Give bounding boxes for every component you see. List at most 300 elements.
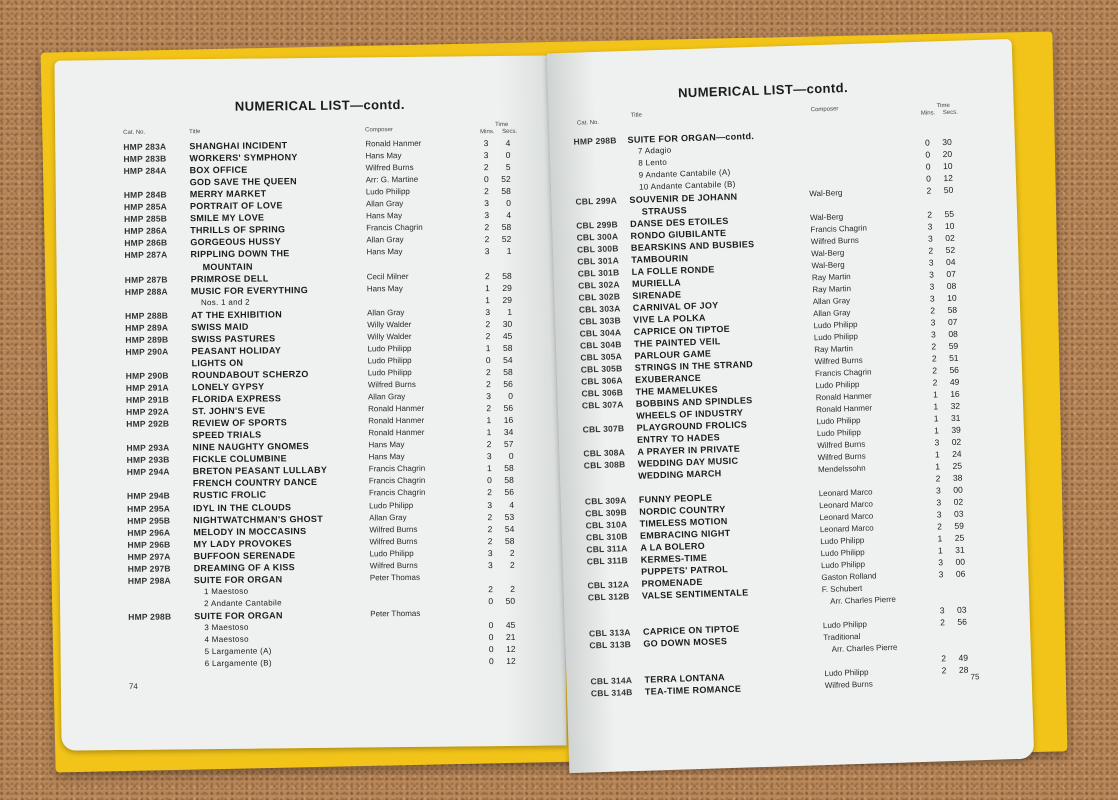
minutes: 2: [926, 185, 932, 196]
composer: Ludo Philipp: [816, 427, 862, 439]
title: RUSTIC FROLIC: [192, 489, 267, 501]
catalog-number: HMP 297B: [127, 563, 171, 574]
catalog-number: CBL 314A: [590, 675, 633, 687]
catalog-number: CBL 300A: [576, 231, 619, 243]
catalog-number: HMP 298A: [127, 575, 171, 586]
title: SOUVENIR DE JOHANN: [629, 191, 738, 205]
minutes: 0: [488, 632, 494, 643]
minutes: 1: [935, 461, 941, 472]
minutes: 2: [936, 521, 943, 532]
catalog-number: CBL 304B: [579, 339, 622, 351]
catalog-number: HMP 290B: [125, 370, 169, 381]
title: SUITE FOR ORGAN: [194, 610, 283, 622]
title: A LA BOLERO: [640, 540, 706, 553]
title: THE PAINTED VEIL: [633, 336, 721, 349]
title: CARNIVAL OF JOY: [632, 300, 719, 313]
seconds: 25: [952, 460, 963, 471]
minutes: 2: [488, 583, 494, 594]
seconds: 45: [505, 619, 516, 630]
composer: Hans May: [365, 151, 402, 161]
minutes: 3: [484, 210, 490, 221]
minutes: 2: [483, 162, 489, 173]
title: SWISS PASTURES: [191, 333, 276, 345]
left-page: [54, 55, 566, 750]
minutes: 2: [487, 523, 493, 534]
composer: Willy Walder: [367, 331, 412, 342]
composer: Mendelssohn: [817, 463, 866, 475]
title: 3 Maestoso: [204, 622, 249, 633]
minutes: 0: [487, 475, 492, 486]
minutes: 1: [937, 545, 943, 556]
seconds: 2: [510, 583, 516, 594]
catalog-number: HMP 295A: [127, 502, 171, 514]
catalog-number: HMP 291A: [125, 382, 169, 393]
minutes: 0: [926, 173, 932, 184]
seconds: 4: [506, 210, 512, 221]
title: TAMBOURIN: [631, 253, 689, 265]
right-page: [547, 39, 1034, 773]
minutes: 2: [485, 367, 491, 378]
composer: Ludo Philipp: [367, 367, 412, 378]
title: VALSE SENTIMENTALE: [641, 587, 749, 601]
seconds: 08: [946, 280, 957, 292]
col-header-mins: Mins.: [920, 110, 936, 117]
title: 5 Largamente (A): [204, 646, 272, 657]
page-number: 75: [970, 672, 980, 682]
catalog-number: HMP 298B: [128, 611, 172, 622]
seconds: 54: [503, 354, 513, 365]
seconds: 2: [509, 559, 515, 570]
title: SUITE FOR ORGAN—contd.: [627, 131, 755, 145]
composer: Francis Chagrin: [366, 223, 423, 233]
title: PEASANT HOLIDAY: [191, 345, 282, 357]
title: MY LADY PROVOKES: [193, 537, 293, 549]
minutes: 3: [483, 150, 489, 161]
catalog-number: CBL 300B: [576, 243, 619, 255]
minutes: 3: [486, 451, 492, 462]
seconds: 55: [944, 208, 955, 220]
title: FICKLE COLUMBINE: [192, 453, 287, 465]
title: DREAMING OF A KISS: [193, 561, 296, 573]
composer: Ray Martin: [814, 344, 854, 355]
composer: Wal-Berg: [811, 260, 845, 271]
seconds: 56: [504, 487, 514, 498]
seconds: 4: [509, 499, 515, 510]
seconds: 02: [951, 436, 962, 447]
title: SIRENADE: [632, 289, 682, 301]
seconds: 10: [942, 160, 953, 172]
seconds: 21: [505, 631, 516, 643]
page-heading: NUMERICAL LIST—contd.: [677, 80, 849, 101]
minutes: 3: [936, 509, 942, 520]
minutes: 3: [930, 317, 936, 328]
composer: Hans May: [365, 211, 403, 221]
title: PARLOUR GAME: [634, 348, 712, 361]
minutes: 2: [484, 234, 490, 245]
composer: Ludo Philipp: [813, 331, 859, 343]
seconds: 25: [954, 532, 965, 543]
minutes: 2: [486, 403, 492, 414]
minutes: 3: [934, 437, 940, 448]
catalog-number: HMP 287B: [124, 274, 168, 285]
catalog-number: HMP 290A: [125, 346, 169, 357]
composer: Ludo Philipp: [820, 559, 866, 571]
composer: Wilfred Burns: [369, 536, 418, 547]
minutes: 2: [485, 318, 491, 329]
seconds: 59: [948, 340, 959, 351]
catalog-number: CBL 312A: [587, 579, 630, 591]
title: RONDO GIUBILANTE: [630, 227, 727, 241]
catalog-number: CBL 303A: [578, 303, 621, 315]
catalog-number: CBL 313A: [588, 627, 631, 639]
composer: Francis Chagrin: [368, 464, 426, 474]
catalog-number: CBL 309B: [585, 507, 628, 519]
minutes: 0: [488, 620, 494, 631]
composer: Wilfred Burns: [365, 163, 414, 173]
seconds: 52: [501, 174, 511, 185]
catalog-number: HMP 289A: [125, 322, 169, 333]
minutes: 3: [929, 281, 935, 292]
catalog-number: HMP 285A: [123, 201, 168, 213]
catalog-number: CBL 302A: [577, 279, 620, 291]
title: GO DOWN MOSES: [643, 636, 728, 649]
seconds: 00: [955, 556, 966, 567]
composer: Ludo Philipp: [367, 355, 412, 366]
catalog-number: CBL 310A: [585, 519, 628, 531]
catalog-number: HMP 294B: [126, 490, 171, 502]
title: BUFFOON SERENADE: [193, 549, 296, 561]
title: STRINGS IN THE STRAND: [634, 359, 754, 373]
seconds: 0: [505, 149, 511, 160]
title: SMILE MY LOVE: [190, 212, 265, 224]
composer: Arr. Charles Pierre: [830, 594, 897, 606]
title: A PRAYER IN PRIVATE: [637, 443, 741, 457]
title: CAPRICE ON TIPTOE: [633, 323, 731, 337]
seconds: 02: [953, 496, 964, 507]
minutes: 3: [929, 269, 935, 280]
seconds: 56: [503, 378, 513, 389]
catalog-number: CBL 312B: [587, 591, 630, 603]
seconds: 31: [950, 412, 961, 423]
seconds: 58: [502, 342, 513, 353]
catalog-number: CBL 310B: [585, 531, 628, 543]
composer: Cecil Milner: [366, 271, 409, 281]
composer: Wal-Berg: [811, 248, 845, 259]
seconds: 10: [947, 292, 957, 304]
title: WEDDING DAY MUSIC: [637, 455, 739, 469]
title: FUNNY PEOPLE: [638, 492, 713, 505]
title: PROMENADE: [641, 576, 703, 589]
title: Nos. 1 and 2: [200, 297, 250, 307]
seconds: 58: [502, 270, 512, 281]
seconds: 58: [504, 475, 514, 486]
composer: Leonard Marco: [819, 511, 874, 523]
catalog-number: HMP 293B: [126, 454, 170, 466]
title: VIVE LA POLKA: [633, 312, 706, 325]
composer: Ronald Hanmer: [815, 403, 873, 415]
seconds: 32: [950, 400, 961, 411]
catalog-number: CBL 301B: [577, 267, 620, 279]
minutes: 0: [924, 137, 930, 148]
minutes: 1: [933, 413, 939, 424]
seconds: 57: [503, 439, 514, 450]
composer: Wilfred Burns: [367, 379, 416, 390]
catalog-number: HMP 292B: [126, 418, 170, 430]
seconds: 1: [506, 246, 512, 257]
catalog-number: HMP 285B: [124, 213, 168, 225]
composer: Francis Chagrin: [368, 488, 426, 498]
catalog-number: CBL 305B: [580, 363, 623, 375]
catalog-number: CBL 311A: [586, 543, 628, 555]
title: ROUNDABOUT SCHERZO: [191, 368, 309, 381]
minutes: 2: [486, 439, 492, 450]
composer: Hans May: [366, 283, 403, 293]
minutes: 2: [487, 535, 493, 546]
seconds: 51: [948, 352, 959, 363]
title: AT THE EXHIBITION: [191, 308, 283, 320]
composer: Ludo Philipp: [816, 415, 861, 427]
minutes: 2: [930, 305, 936, 316]
col-header-title: Title: [630, 112, 643, 119]
minutes: 3: [928, 257, 934, 268]
composer: Ludo Philipp: [822, 619, 868, 631]
col-header-time: Time: [495, 121, 509, 129]
title: NORDIC COUNTRY: [639, 504, 726, 517]
minutes: 3: [927, 233, 933, 244]
title: NINE NAUGHTY GNOMES: [192, 441, 310, 453]
catalog-number: CBL 305A: [580, 351, 623, 363]
seconds: 06: [955, 568, 966, 579]
minutes: 0: [925, 149, 931, 160]
title: MURIELLA: [631, 277, 682, 289]
minutes: 2: [927, 209, 933, 220]
minutes: 3: [487, 547, 493, 558]
composer: Leonard Marco: [819, 499, 874, 511]
minutes: 3: [929, 293, 935, 304]
title: 10 Andante Cantabile (B): [638, 179, 736, 192]
title: 1 Maestoso: [203, 586, 249, 596]
minutes: 3: [484, 198, 489, 209]
seconds: 07: [947, 316, 958, 328]
minutes: 1: [937, 533, 943, 544]
catalog-number: HMP 297A: [127, 551, 171, 562]
col-header-time: Time: [936, 102, 950, 110]
catalog-number: HMP 286B: [124, 237, 168, 249]
composer: Ludo Philipp: [369, 500, 414, 510]
minutes: 1: [485, 342, 491, 354]
composer: Wal-Berg: [809, 188, 843, 199]
col-header-cat: Cat. No.: [576, 119, 600, 127]
minutes: 2: [485, 330, 491, 341]
composer: Ray Martin: [812, 284, 852, 295]
title: EXUBERANCE: [634, 372, 702, 385]
minutes: 2: [932, 365, 938, 376]
seconds: 52: [501, 234, 512, 245]
col-header-title: Title: [189, 129, 201, 136]
minutes: 1: [485, 294, 490, 305]
composer: Wilfred Burns: [817, 451, 866, 463]
title: WEDDING MARCH: [637, 468, 722, 481]
seconds: 56: [957, 616, 968, 627]
catalog-number: CBL 307A: [581, 399, 624, 411]
title: TEA-TIME ROMANCE: [644, 683, 742, 697]
catalog-number: CBL 304A: [579, 327, 622, 339]
seconds: 29: [502, 282, 512, 293]
title: LA FOLLE RONDE: [631, 264, 715, 277]
minutes: 0: [925, 161, 931, 172]
catalog-number: CBL 309A: [584, 495, 627, 507]
minutes: 2: [931, 353, 937, 364]
title: PRIMROSE DELL: [190, 272, 269, 284]
composer: F. Schubert: [821, 583, 863, 595]
minutes: 1: [932, 389, 938, 400]
catalog-number: HMP 296B: [127, 539, 171, 550]
seconds: 07: [946, 268, 957, 280]
composer: Traditional: [823, 631, 861, 643]
minutes: 2: [487, 487, 492, 498]
catalog-number: HMP 288B: [125, 310, 169, 321]
title: IDYL IN THE CLOUDS: [193, 501, 292, 513]
minutes: 2: [935, 473, 941, 484]
title: FRENCH COUNTRY DANCE: [192, 477, 318, 489]
seconds: 12: [943, 172, 954, 184]
title: 2 Andante Cantabile: [204, 598, 282, 609]
title: LIGHTS ON: [191, 357, 244, 369]
catalog-number: CBL 306A: [580, 375, 623, 387]
title: 4 Maestoso: [204, 634, 249, 645]
seconds: 58: [504, 463, 514, 474]
composer: Ludo Philipp: [813, 319, 858, 331]
catalog-number: CBL 313B: [589, 639, 632, 651]
seconds: 20: [942, 148, 953, 160]
title: 6 Largamente (B): [204, 658, 272, 669]
minutes: 2: [487, 511, 493, 522]
catalog-number: HMP 286A: [124, 225, 168, 237]
seconds: 56: [949, 364, 960, 375]
catalog-number: HMP 294A: [126, 466, 170, 478]
composer: Ray Martin: [811, 272, 851, 283]
seconds: 58: [504, 535, 515, 546]
minutes: 3: [936, 497, 942, 508]
title: SWISS MAID: [191, 321, 249, 332]
composer: Ronald Hanmer: [368, 403, 425, 414]
seconds: 54: [504, 523, 515, 534]
minutes: 3: [487, 499, 493, 510]
col-header-composer: Composer: [810, 106, 839, 114]
catalog-number: CBL 314B: [590, 687, 633, 699]
minutes: 3: [938, 557, 944, 568]
minutes: 3: [930, 329, 936, 340]
catalog-number: CBL 303B: [579, 315, 621, 327]
title: 8 Lento: [638, 157, 668, 168]
seconds: 56: [503, 402, 514, 414]
minutes: 3: [927, 221, 933, 232]
title: WORKERS' SYMPHONY: [189, 152, 298, 164]
minutes: 1: [486, 463, 492, 474]
seconds: 50: [505, 595, 516, 606]
catalog-number: CBL 307B: [582, 423, 625, 435]
seconds: 29: [502, 294, 512, 305]
composer: Willy Walder: [367, 319, 412, 330]
catalog-number: HMP 291B: [125, 394, 170, 405]
composer: Ronald Hanmer: [365, 138, 422, 149]
catalog-number: HMP 292A: [126, 406, 170, 418]
title: NIGHTWATCHMAN'S GHOST: [193, 513, 324, 525]
minutes: 3: [939, 605, 945, 616]
title: 7 Adagio: [637, 145, 672, 156]
title: TIMELESS MOTION: [639, 516, 728, 529]
page-number: 74: [128, 681, 138, 691]
title: PORTRAIT OF LOVE: [189, 200, 283, 212]
seconds: 0: [508, 451, 514, 462]
minutes: 2: [941, 653, 947, 664]
minutes: 2: [484, 186, 489, 197]
seconds: 08: [948, 328, 958, 340]
title: SHANGHAI INCIDENT: [189, 140, 288, 152]
minutes: 0: [488, 595, 494, 607]
catalog-number: HMP 283A: [123, 141, 167, 152]
composer: Gaston Rolland: [821, 571, 877, 583]
catalog-number: HMP 284B: [123, 189, 167, 201]
minutes: 2: [928, 245, 934, 256]
seconds: 58: [503, 366, 513, 377]
title: KERMES-TIME: [640, 552, 708, 565]
catalog-number: HMP 288A: [124, 286, 168, 297]
minutes: 1: [933, 425, 939, 436]
seconds: 03: [956, 604, 967, 615]
composer: Allan Gray: [366, 235, 404, 245]
composer: Allan Gray: [369, 512, 407, 522]
seconds: 04: [945, 256, 956, 268]
minutes: 3: [486, 391, 491, 402]
composer: Allan Gray: [365, 199, 404, 209]
title: TERRA LONTANA: [644, 672, 726, 685]
seconds: 10: [944, 220, 955, 232]
seconds: 0: [506, 198, 511, 209]
seconds: 49: [949, 376, 960, 387]
catalog-number: CBL 311B: [586, 555, 629, 567]
catalog-number: CBL 308A: [583, 447, 626, 459]
composer: Hans May: [368, 452, 405, 462]
catalog-number: CBL 301A: [577, 255, 620, 267]
minutes: 3: [485, 306, 491, 317]
composer: Ludo Philipp: [815, 379, 860, 391]
minutes: 2: [484, 222, 490, 233]
seconds: 58: [947, 304, 958, 316]
seconds: 34: [503, 427, 514, 438]
minutes: 0: [488, 656, 494, 667]
composer: Allan Gray: [367, 307, 405, 318]
title: SUITE FOR ORGAN: [193, 574, 283, 586]
title: MUSIC FOR EVERYTHING: [190, 284, 309, 296]
title: WHEELS OF INDUSTRY: [636, 407, 744, 421]
title: BOBBINS AND SPINDLES: [635, 395, 753, 409]
minutes: 2: [931, 341, 937, 352]
minutes: 3: [487, 559, 493, 570]
catalog-number: CBL 308B: [583, 459, 626, 471]
title: LONELY GYPSY: [191, 381, 265, 393]
col-header-secs: Secs.: [502, 128, 518, 135]
title: 9 Andante Cantabile (A): [638, 167, 731, 180]
composer: Hans May: [366, 247, 403, 257]
minutes: 2: [486, 379, 491, 390]
composer: Francis Chagrin: [368, 476, 426, 486]
seconds: 49: [958, 652, 969, 663]
title: EMBRACING NIGHT: [639, 527, 731, 541]
page-heading: NUMERICAL LIST—contd.: [234, 96, 405, 114]
composer: Ludo Philipp: [369, 548, 414, 559]
seconds: 12: [506, 643, 516, 655]
